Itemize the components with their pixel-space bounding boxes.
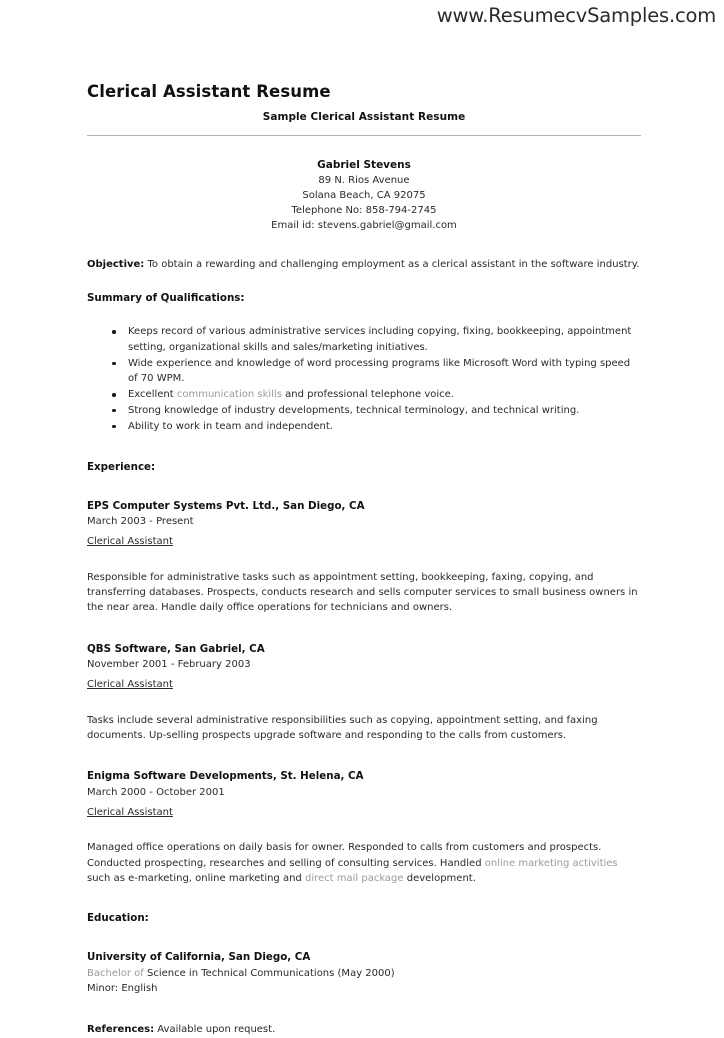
contact-email: Email id: stevens.gabriel@gmail.com <box>271 220 457 231</box>
minor-line: Minor: English <box>87 983 158 995</box>
page-title: Clerical Assistant Resume <box>87 82 331 101</box>
description-link[interactable]: online marketing activities <box>484 857 618 869</box>
employment-dates: March 2000 - October 2001 <box>87 786 225 798</box>
list-item <box>87 403 641 418</box>
description-link-2[interactable]: direct mail package <box>304 873 404 884</box>
bullet-text: Wide experience and knowledge of word processing programs like Microsoft Word with typing speed of 70 WPM. <box>128 357 631 385</box>
bullet-text: Strong knowledge of industry developments, technical terminology, and technical writing. <box>128 404 580 416</box>
spacer <box>87 272 641 292</box>
spacer <box>87 616 641 642</box>
bullet-link[interactable]: communication skills <box>176 388 282 400</box>
bullet-text: Ability to work in team and independent. <box>128 420 333 432</box>
resume-document <box>87 82 641 1038</box>
description-text: Managed office operations on daily basis for owner. Responded to calls from customers and prospects. Conducted prospecting, researches and selling of consulting services. Handled <box>87 842 602 869</box>
summary-heading: Summary of Qualifications: <box>87 292 245 305</box>
experience-entry <box>87 642 641 744</box>
employer-name: Enigma Software Developments, St. Helena, CA <box>87 770 364 783</box>
references-label: References: <box>87 1024 155 1036</box>
spacer <box>87 693 641 713</box>
experience-entry <box>87 769 641 886</box>
list-item <box>87 387 641 402</box>
job-title-link[interactable]: Clerical Assistant <box>87 536 173 548</box>
page-subtitle: Sample Clerical Assistant Resume <box>262 111 466 123</box>
spacer <box>87 930 641 950</box>
employer-name: EPS Computer Systems Pvt. Ltd., San Diego, CA <box>87 499 365 512</box>
objective-section <box>87 257 641 272</box>
spacer <box>87 479 641 499</box>
contact-telephone: Telephone No: 858-794-2745 <box>291 205 437 216</box>
job-description <box>87 570 641 616</box>
list-item <box>87 356 641 387</box>
job-title-link[interactable]: Clerical Assistant <box>87 679 173 691</box>
site-watermark: www.ResumecvSamples.com <box>436 4 716 27</box>
header-divider <box>87 135 641 136</box>
references-text: Available upon request. <box>154 1024 276 1036</box>
degree-link[interactable]: Bachelor of <box>87 967 144 979</box>
description-text: Responsible for administrative tasks such as appointment setting, bookkeeping, faxing, copying, and transferring databases. Prospects, conducts research and sells computer services to small business owners in the near area. Handle daily office operations for technicians and owners. <box>87 571 638 614</box>
job-description <box>87 840 641 886</box>
education-heading: Education: <box>87 912 149 925</box>
list-item <box>87 419 641 434</box>
job-description <box>87 713 641 744</box>
spacer <box>87 820 641 840</box>
contact-address-line-1: 89 N. Rios Avenue <box>318 175 410 186</box>
school-name: University of California, San Diego, CA <box>87 951 311 964</box>
list-item <box>87 324 641 355</box>
candidate-name: Gabriel Stevens <box>317 159 411 171</box>
description-text: Tasks include several administrative responsibilities such as copying, appointment setting, and faxing documents. Up-selling prospects upgrade software and responding to the calls from customers. <box>87 714 598 742</box>
objective-text: To obtain a rewarding and challenging employment as a clerical assistant in the software industry. <box>144 259 640 270</box>
employer-name: QBS Software, San Gabriel, CA <box>87 642 265 655</box>
experience-entry <box>87 499 641 616</box>
description-text-post: development. <box>403 873 476 884</box>
qualifications-list <box>87 324 641 434</box>
contact-address-line-2: Solana Beach, CA 92075 <box>302 190 426 201</box>
employment-dates: March 2003 - Present <box>87 516 194 528</box>
bullet-text: Excellent <box>128 388 177 400</box>
bullet-text: Keeps record of various administrative services including copying, fixing, bookkeeping, appointment setting, organizational skills and sales/marketing initiatives. <box>128 326 632 353</box>
contact-block <box>87 158 641 233</box>
references-section <box>87 1022 641 1037</box>
objective-label: Objective: <box>87 259 145 270</box>
spacer <box>87 886 641 912</box>
spacer <box>87 743 641 769</box>
degree-line <box>87 966 641 981</box>
spacer <box>87 550 641 570</box>
spacer <box>87 310 641 324</box>
job-title-link[interactable]: Clerical Assistant <box>87 807 173 819</box>
bullet-text-post: and professional telephone voice. <box>281 388 454 400</box>
description-text-mid: such as e-marketing, online marketing and <box>87 873 305 884</box>
education-entry <box>87 950 641 996</box>
experience-heading: Experience: <box>87 460 156 473</box>
degree-text: Science in Technical Communications (May 2000) <box>143 967 395 979</box>
employment-dates: November 2001 - February 2003 <box>87 659 251 671</box>
spacer <box>87 996 641 1022</box>
spacer <box>87 435 641 461</box>
